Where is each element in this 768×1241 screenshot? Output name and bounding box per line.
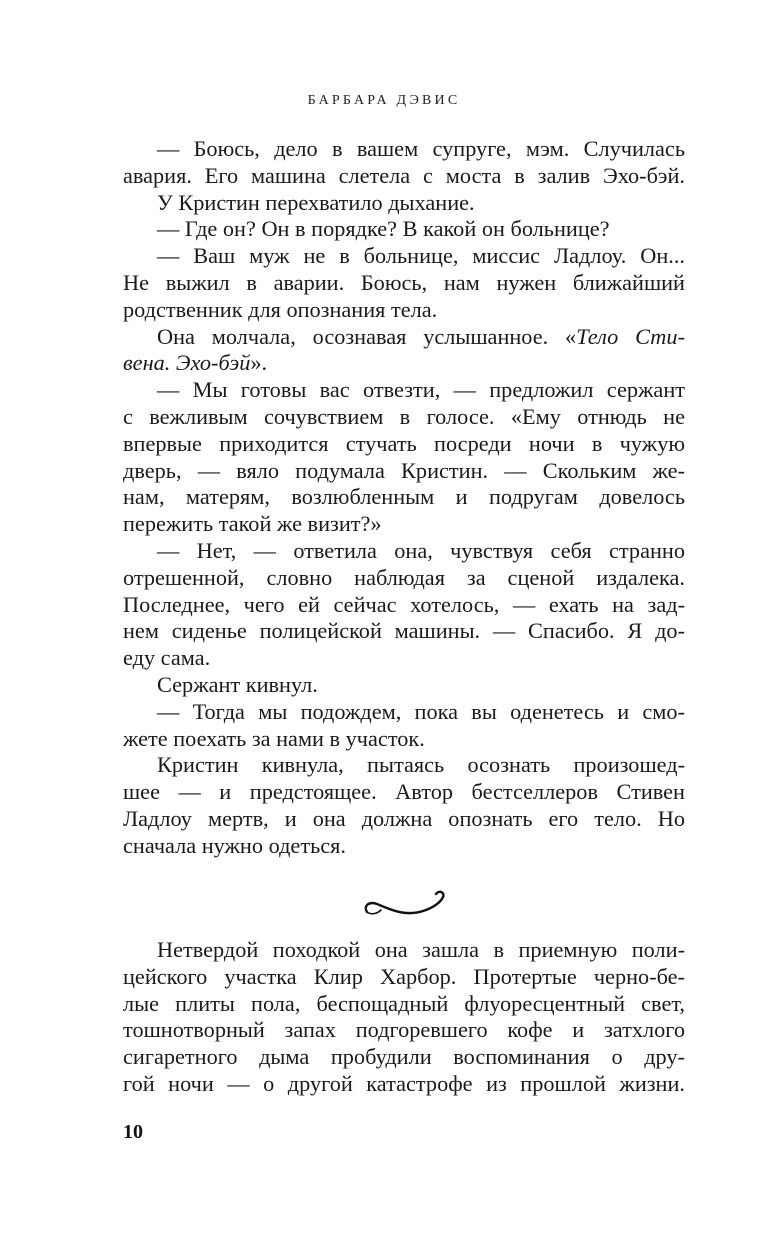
text-line: Ладлоу мертв, и она должна опознать его тело. Но [123, 805, 685, 831]
text-line: тошнотворный запах подгоревшего кофе и затхлого [123, 1017, 685, 1043]
text-run: ». [250, 350, 268, 376]
page-number: 10 [123, 1121, 143, 1143]
text-run: Она молчала, осознавая услышанное. « [157, 323, 577, 349]
running-head-author: БАРБАРА ДЭВИС [307, 93, 461, 108]
text-line: У Кристин перехватило дыхание. [157, 189, 475, 215]
text-line: шее — и предстоящее. Автор бестселлеров Стивен [123, 779, 685, 805]
text-line: впервые приходится стучать посреди ночи в чужую [123, 430, 685, 456]
text-block-2 [123, 937, 685, 1098]
text-line: жете поехать за нами в участок. [123, 725, 425, 751]
text-line: гой ночи — о другой катастрофе из прошлой жизни. [123, 1070, 685, 1096]
text-line: дверь, — вяло подумала Кристин. — Скольким же- [123, 457, 685, 483]
swash-divider-icon [359, 888, 449, 924]
text-line: — Тогда мы подождем, пока вы оденетесь и смо- [157, 698, 685, 724]
text-line: авария. Его машина слетела с моста в залив Эхо-бэй. [123, 162, 685, 188]
text-line-with-quote [123, 324, 685, 351]
text-line: — Где он? Он в порядке? В какой он больнице? [157, 216, 610, 242]
italic-quote: Тело Сти- [576, 323, 685, 349]
text-line: лые плиты пола, беспощадный флуоресцентный свет, [123, 990, 685, 1016]
text-line: с вежливым сочувствием в голосе. «Ему отнюдь не [123, 403, 685, 429]
text-line: сигаретного дыма пробудили воспоминания о дру- [123, 1044, 685, 1070]
text-line: нем сиденье полицейской машины. — Спасибо. Я до- [123, 618, 685, 644]
text-line: — Ваш муж не в больнице, миссис Ладлоу. Он... [157, 243, 685, 269]
text-line: нам, матерям, возлюбленным и подругам довелось [123, 484, 685, 510]
text-line: — Боюсь, дело в вашем супруге, мэм. Случилась [157, 136, 685, 161]
text-block-1 [123, 136, 685, 860]
text-line: Не выжил в аварии. Боюсь, нам нужен ближайший [123, 269, 685, 295]
text-line: сначала нужно одеться. [123, 832, 346, 858]
text-line: родственник для опознания тела. [123, 296, 438, 322]
text-line: отрешенной, словно наблюдая за сценой издалека. [123, 564, 685, 590]
text-line: еду сама. [123, 645, 211, 671]
text-line: Кристин кивнула, пытаясь осознать произошед- [157, 752, 685, 778]
text-line-with-quote [123, 350, 685, 377]
text-line: Последнее, чего ей сейчас хотелось, — ехать на зад- [123, 591, 685, 617]
text-line: цейского участка Клир Харбор. Протертые черно-бе- [123, 963, 685, 989]
italic-quote: вена. Эхо-бэй [123, 350, 251, 376]
text-line: — Нет, — ответила она, чувствуя себя странно [157, 537, 685, 563]
text-line: Нетвердой походкой она зашла в приемную поли- [157, 937, 685, 962]
text-line: — Мы готовы вас отвезти, — предложил сержант [157, 377, 685, 403]
text-line: Сержант кивнул. [157, 671, 318, 697]
text-line: пережить такой же визит?» [123, 511, 382, 537]
